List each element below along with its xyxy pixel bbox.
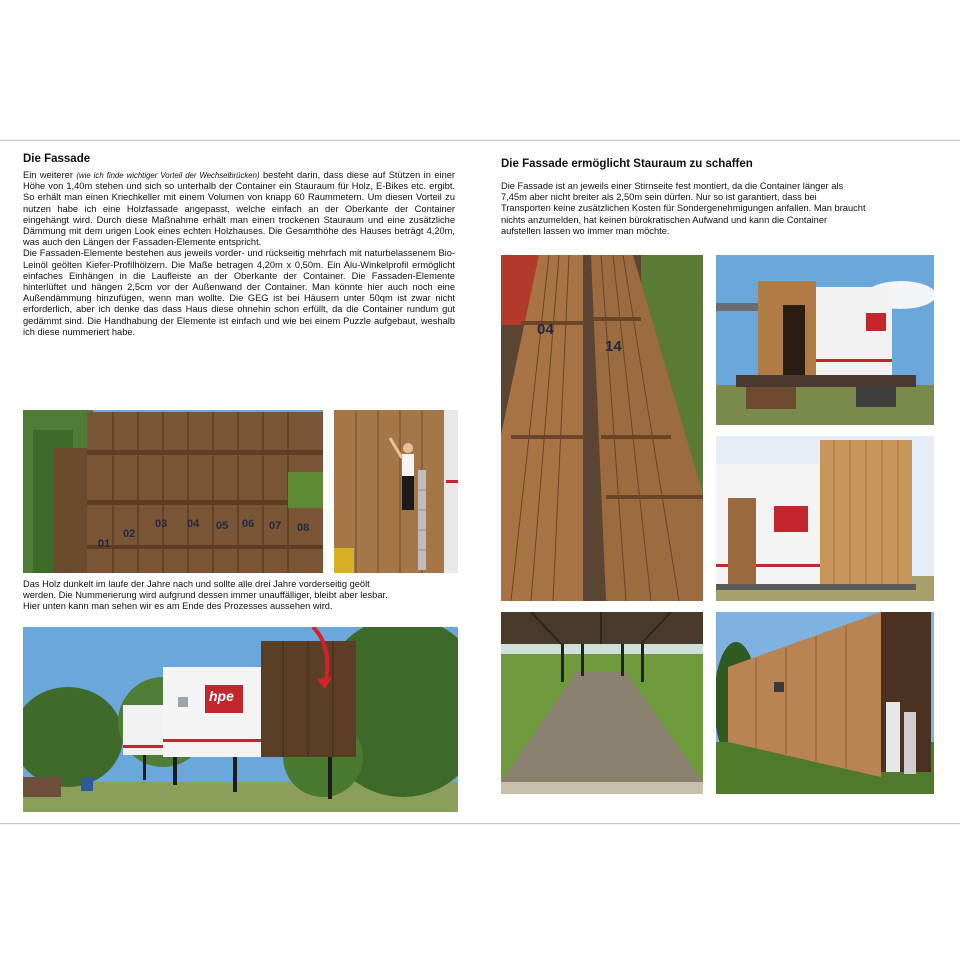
plank-number-04: 04: [537, 321, 554, 338]
intro-post: besteht darin, dass diese auf Stützen in einer Höhe von 1,40m stehen und sich so unterhalb der Container ein Stauraum für Holz, E-Bikes etc. ergibt. So erhält man einen Kriechkeller mit einem Volumen von knapp 60 Raummetern. Um diesen Vorteil zu nutzen habe ich eine Holzfassade angepasst, welche einfach an der Oberkante der Container eingehängt wird. Durch diese Maßnahme erhält man einen trockenen Stauraum und eine zusätzliche Dämmung mit dem urigen Look eines echten Holzhauses. Die Gesamthöhe des Hauses beträgt 4,20m, was auch den Längen der Fassaden-Elemente entspricht.: [23, 170, 456, 248]
right-line-3: Transporten keine zusätzlichen Kosten für Sondergenehmigungen anfallen. Man braucht: [501, 203, 866, 214]
intro-pre: Ein weiterer: [23, 170, 77, 180]
caption-line-2: werden. Die Nummerierung wird aufgrund dessen immer unauffälliger, bleibt aber lesbar.: [23, 590, 388, 601]
transport-illustration: [716, 255, 934, 425]
left-body-text: [23, 170, 455, 338]
photo-finished-facade: [716, 612, 934, 794]
facade-number-02: 02: [123, 528, 136, 540]
intro-paragraph: [23, 170, 455, 248]
paragraph-2: Die Fassaden-Elemente bestehen aus jeweils vorder- und rückseitig mehrfach mit naturbelassenem Bio-Leinöl geölten Kiefer-Profilhölzern. Die Maße betragen 4,20m x 0,50m. Ein Alu-Winkelprofil ermöglicht einfaches Einhängen in die Laufleiste an der Oberkante der Container. Die Fassaden-Elemente hinterlüftet und hängen 2,5cm vor der Außenwand der Container. Man könnte hier auch noch eine Außendämmung hinzufügen, wenn man wollte. Die GEG ist bei Häusern unter 50qm ist zwar nicht erforderlich, aber ich denke das dass Haus diese ohnehin schon erfüllt, da die Container rundum gut gedämmt sind. Die Handhabung der Elemente ist einfach und wie bei einem Puzzle aufgebaut, weshalb ich diese nummeriert habe.: [23, 248, 455, 337]
right-line-4: nichts anzumelden, hat keinen bürokratischen Aufwand und kann die Container: [501, 214, 828, 225]
photo-hanging-panel: [334, 410, 458, 573]
facade-number-01: 01: [98, 538, 111, 550]
right-line-1: Die Fassade ist an jeweils einer Stirnseite fest montiert, da die Container länger als: [501, 181, 844, 191]
intro-aside: (wie ich finde wichtiger Vorteil der Wechselbrücken): [76, 171, 260, 180]
storage-illustration: [501, 612, 703, 794]
containers-illustration: [23, 627, 458, 812]
left-heading: Die Fassade: [23, 153, 91, 165]
planks-illustration: [501, 255, 703, 601]
facade-illustration: [23, 410, 323, 573]
caption-line-3: Hier unten kann man sehen wir es am Ende des Prozesses aussehen wird.: [23, 601, 333, 612]
facade-number-04: 04: [187, 518, 200, 530]
photo-storage-underneath: [501, 612, 703, 794]
right-line-2: 7,45m aber nicht breiter als 2,50m sein dürfen. Nur so ist garantiert, dass bei: [501, 192, 817, 203]
left-page: [0, 141, 480, 823]
right-line-5: aufstellen lassen wo immer man möchte.: [501, 225, 670, 236]
photo-numbered-planks: [501, 255, 703, 601]
brochure-spread: [0, 140, 960, 824]
hanging-panel-illustration: [334, 410, 458, 573]
container-logo: hpe: [209, 688, 234, 704]
facade-number-03: 03: [155, 518, 168, 530]
right-body-text: [501, 181, 946, 237]
plank-number-14: 14: [605, 338, 622, 355]
photo-containers-on-stilts: [23, 627, 458, 812]
facade-number-07: 07: [269, 520, 282, 532]
facade-side-illustration: [716, 436, 934, 601]
right-heading: Die Fassade ermöglicht Stauraum zu schaffen: [501, 158, 753, 170]
left-caption: [23, 579, 463, 613]
facade-number-06: 06: [242, 518, 255, 530]
facade-number-05: 05: [216, 520, 229, 532]
photo-numbered-facade: [23, 410, 323, 573]
photo-container-facade-side: [716, 436, 934, 601]
finished-facade-illustration: [716, 612, 934, 794]
photo-container-transport: [716, 255, 934, 425]
right-page: [480, 141, 960, 823]
caption-line-1: Das Holz dunkelt im laufe der Jahre nach und sollte alle drei Jahre vorderseitig geölt: [23, 579, 370, 589]
facade-number-08: 08: [297, 522, 310, 534]
